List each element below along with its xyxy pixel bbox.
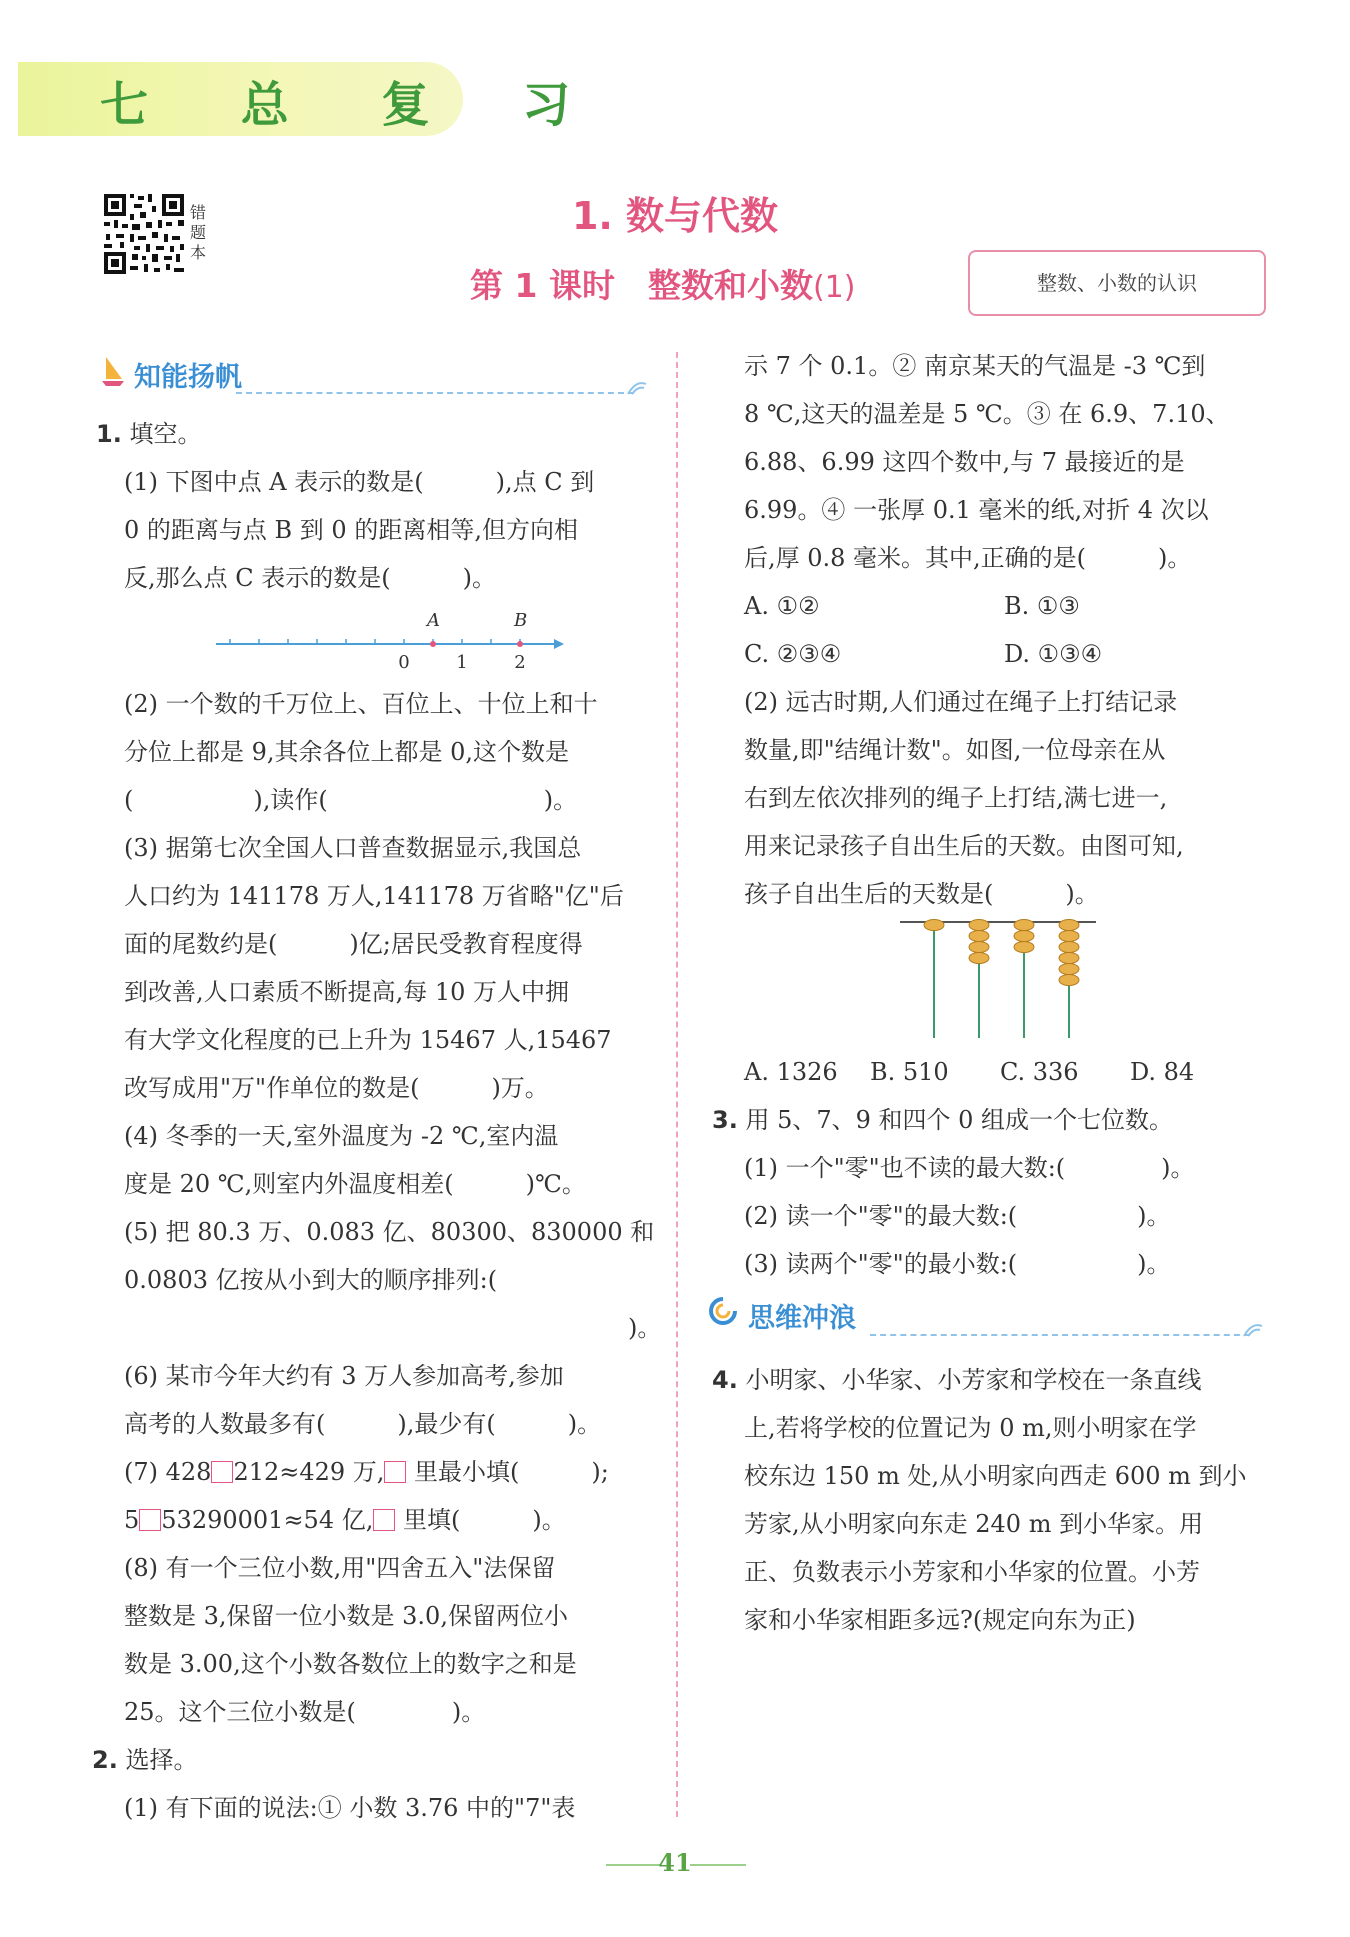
q2-1-option-d[interactable]: D. ①③④: [1004, 640, 1103, 668]
q1-6-line-b: 高考的人数最多有( ),最少有( )。: [124, 1410, 602, 1438]
knot: [969, 931, 989, 942]
tick-label-2: 2: [514, 652, 526, 672]
q2-2-option-d[interactable]: D. 84: [1130, 1058, 1195, 1086]
q1-7-text-c: 里最小填( );: [406, 1458, 609, 1486]
q1-3-line-e: 有大学文化程度的已上升为 15467 人,15467: [124, 1026, 612, 1054]
knot: [1059, 953, 1079, 964]
tick-label-1: 1: [456, 652, 468, 672]
q1-5-line-c: )。: [124, 1314, 662, 1342]
chapter-title: 七 总 复 习: [100, 77, 609, 133]
knot: [1014, 931, 1034, 942]
q2-2-line-c: 右到左依次排列的绳子上打结,满七进一,: [744, 784, 1168, 812]
q1-7-text-e: 53290001≈54 亿,: [161, 1506, 374, 1534]
q1-7-text-f: 里填( )。: [395, 1506, 566, 1534]
knot: [1014, 920, 1034, 931]
q1-4-line-b: 度是 20 ℃,则室内外温度相差( )℃。: [124, 1170, 586, 1198]
right-heading-line: [870, 1334, 1250, 1336]
q4-text: 小明家、小华家、小芳家和学校在一条直线: [737, 1366, 1202, 1394]
q1-2-line-a: (2) 一个数的千万位上、百位上、十位上和十: [124, 690, 598, 718]
q1-3-line-a: (3) 据第七次全国人口普查数据显示,我国总: [124, 834, 582, 862]
q1-8-line-d: 25。这个三位小数是( )。: [124, 1698, 486, 1726]
q2-1-line-a: (1) 有下面的说法:① 小数 3.76 中的"7"表: [124, 1794, 576, 1822]
q2-line: [92, 1736, 197, 1784]
q2-2-line-a: (2) 远古时期,人们通过在绳子上打结记录: [744, 688, 1178, 716]
q2-1-line-e: 6.99。④ 一张厚 0.1 毫米的纸,对折 4 次以: [744, 496, 1209, 524]
wave-swirl-icon: [708, 1296, 738, 1326]
section-title: 1. 数与代数: [571, 194, 779, 238]
q1-3-line-d: 到改善,人口素质不断提高,每 10 万人中拥: [124, 978, 570, 1006]
tick-label-0: 0: [398, 652, 410, 672]
point-a: [430, 641, 436, 647]
page-number-rule-right: [690, 1864, 746, 1866]
q3-1-line: (1) 一个"零"也不读的最大数:( )。: [744, 1154, 1195, 1182]
q4-line-d: 芳家,从小明家向东走 240 m 到小华家。用: [744, 1510, 1204, 1538]
q1-8-line-a: (8) 有一个三位小数,用"四舍五入"法保留: [124, 1554, 556, 1582]
q1-7-text-a: (7) 428: [124, 1458, 212, 1486]
knot: [1014, 942, 1034, 953]
q1-3-line-f: 改写成用"万"作单位的数是( )万。: [124, 1074, 549, 1102]
q2-1-option-c[interactable]: C. ②③④: [744, 640, 842, 668]
q4-line-c: 校东边 150 m 处,从小明家向西走 600 m 到小: [744, 1462, 1247, 1490]
q4-line-f: 家和小华家相距多远?(规定向东为正): [744, 1606, 1136, 1634]
blank-box: [373, 1509, 395, 1531]
q3-line: [712, 1096, 1173, 1144]
right-heading-text: 思维冲浪: [748, 1303, 856, 1334]
left-heading-text: 知能扬帆: [134, 362, 242, 393]
blank-box: [384, 1461, 406, 1483]
q1-1-line-c: 反,那么点 C 表示的数是( )。: [124, 564, 496, 592]
q2-2-option-b[interactable]: B. 510: [870, 1058, 949, 1086]
knot: [1059, 942, 1079, 953]
q1-7-text-d: 5: [124, 1506, 140, 1534]
knot: [969, 920, 989, 931]
qr-label: 错题本: [190, 203, 207, 262]
question-number: 2.: [92, 1746, 118, 1774]
lesson-title-suffix: (1): [812, 270, 856, 305]
page-number: 41: [658, 1848, 692, 1877]
wave-icon: [1242, 1320, 1264, 1340]
q1-4-line-a: (4) 冬季的一天,室外温度为 -2 ℃,室内温: [124, 1122, 559, 1150]
question-number: 3.: [712, 1106, 738, 1134]
q2-2-option-a[interactable]: A. 1326: [744, 1058, 838, 1086]
blank-box[interactable]: [139, 1509, 161, 1531]
q2-2-line-d: 用来记录孩子自出生后的天数。由图可知,: [744, 832, 1184, 860]
wave-icon: [626, 378, 648, 398]
q2-1-line-f: 后,厚 0.8 毫米。其中,正确的是( )。: [744, 544, 1192, 572]
q2-1-line-c: 8 ℃,这天的温差是 5 ℃。③ 在 6.9、7.10、: [744, 400, 1230, 428]
knot: [969, 953, 989, 964]
knot: [969, 942, 989, 953]
q1-line-0: [96, 410, 201, 458]
point-a-label: A: [427, 610, 440, 631]
column-divider: [676, 352, 678, 1817]
q1-3-line-c: 面的尾数约是( )亿;居民受教育程度得: [124, 930, 583, 958]
q2-2-line-b: 数量,即"结绳计数"。如图,一位母亲在从: [744, 736, 1166, 764]
q1-1-line-a: (1) 下图中点 A 表示的数是( ),点 C 到: [124, 468, 595, 496]
q1-2-line-c: ( ),读作( )。: [124, 786, 578, 814]
q1-1-line-b: 0 的距离与点 B 到 0 的距离相等,但方向相: [124, 516, 578, 544]
q2-text: 选择。: [117, 1746, 198, 1774]
q1-7-line-a: [124, 1448, 609, 1496]
question-number: 1.: [96, 420, 122, 448]
q1-5-line-b: 0.0803 亿按从小到大的顺序排列:(: [124, 1266, 498, 1294]
q3-text: 用 5、7、9 和四个 0 组成一个七位数。: [737, 1106, 1174, 1134]
point-b-label: B: [514, 610, 528, 631]
q2-1-line-b: 示 7 个 0.1。② 南京某天的气温是 -3 ℃到: [744, 352, 1206, 380]
q2-1-option-a[interactable]: A. ①②: [744, 592, 820, 620]
q2-2-line-e: 孩子自出生后的天数是( )。: [744, 880, 1099, 908]
q3-3-line: (3) 读两个"零"的最小数:( )。: [744, 1250, 1171, 1278]
lesson-title-main: 第 1 课时 整数和小数: [470, 266, 813, 305]
knot: [1059, 975, 1079, 986]
q1-7-text-b: 212≈429 万,: [233, 1458, 385, 1486]
q1-7-line-b: [124, 1496, 566, 1544]
blank-box[interactable]: [211, 1461, 233, 1483]
knot: [924, 920, 944, 931]
q2-1-line-d: 6.88、6.99 这四个数中,与 7 最接近的是: [744, 448, 1185, 476]
sail-icon: [98, 355, 126, 387]
q2-2-option-c[interactable]: C. 336: [1000, 1058, 1079, 1086]
q4-line-e: 正、负数表示小芳家和小华家的位置。小芳: [744, 1558, 1200, 1586]
q1-text: 填空。: [121, 420, 202, 448]
knot: [1059, 931, 1079, 942]
q1-8-line-b: 整数是 3,保留一位小数是 3.0,保留两位小: [124, 1602, 568, 1630]
knot: [1059, 920, 1079, 931]
topic-tag: 整数、小数的认识: [968, 250, 1266, 316]
q1-6-line-a: (6) 某市今年大约有 3 万人参加高考,参加: [124, 1362, 564, 1390]
knot: [1059, 964, 1079, 975]
knot-rope-figure: [900, 915, 1100, 1040]
left-heading-line: [236, 392, 634, 394]
q4-line-b: 上,若将学校的位置记为 0 m,则小明家在学: [744, 1414, 1197, 1442]
q2-1-option-b[interactable]: B. ①③: [1004, 592, 1080, 620]
q1-3-line-b: 人口约为 141178 万人,141178 万省略"亿"后: [124, 882, 624, 910]
q1-5-line-a: (5) 把 80.3 万、0.083 亿、80300、830000 和: [124, 1218, 655, 1246]
q4-line-a: [712, 1356, 1201, 1404]
q1-8-line-c: 数是 3.00,这个小数各数位上的数字之和是: [124, 1650, 577, 1678]
point-b: [517, 641, 523, 647]
q3-2-line: (2) 读一个"零"的最大数:( )。: [744, 1202, 1171, 1230]
q1-2-line-b: 分位上都是 9,其余各位上都是 0,这个数是: [124, 738, 570, 766]
question-number: 4.: [712, 1366, 738, 1394]
lesson-title: [470, 260, 855, 307]
number-line: [210, 606, 570, 672]
